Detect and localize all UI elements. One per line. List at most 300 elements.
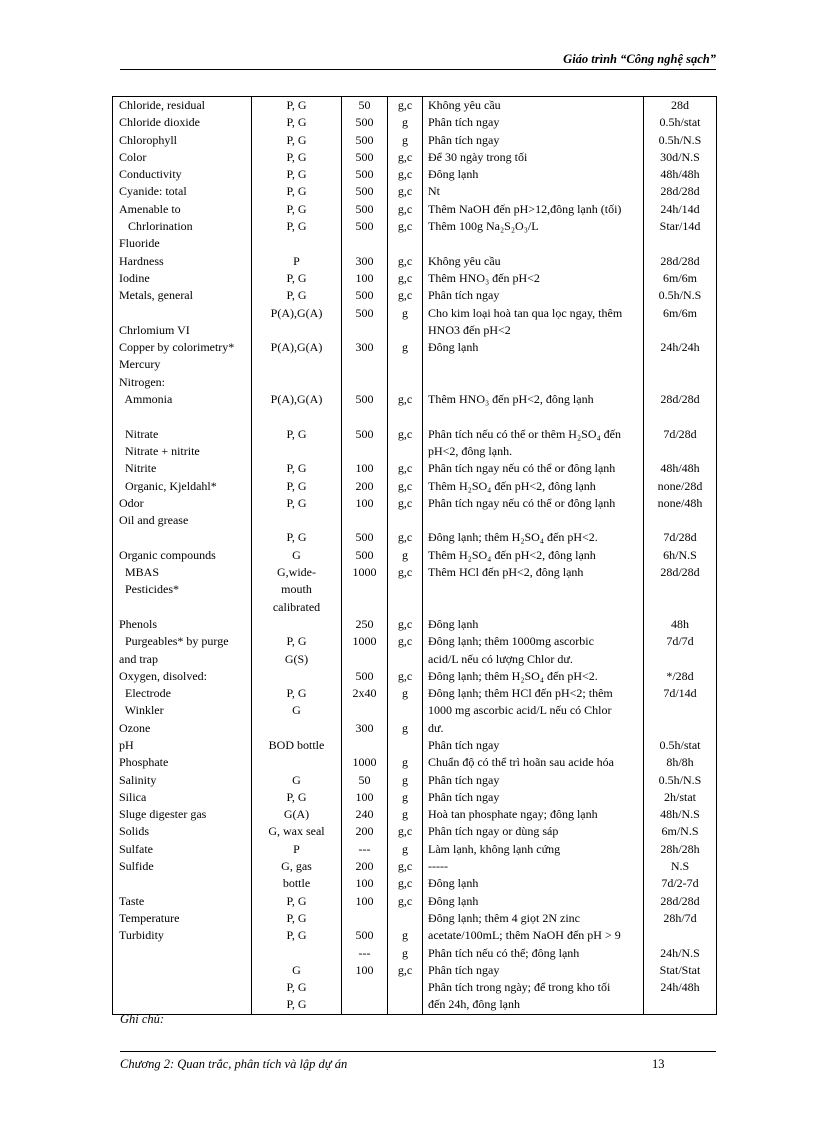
table-cell: P, G: [252, 996, 342, 1014]
table-cell: P, G: [252, 495, 342, 512]
table-cell: Phân tích ngay: [423, 132, 644, 149]
table-cell: Cho kim loại hoà tan qua lọc ngay, thêm: [423, 305, 644, 322]
table-cell: P: [252, 841, 342, 858]
table-cell: Nt: [423, 183, 644, 200]
table-cell: bottle: [252, 875, 342, 892]
table-cell: [423, 512, 644, 529]
table-cell: dư.: [423, 720, 644, 737]
table-cell: g: [388, 132, 423, 149]
table-cell: Đông lạnh; thêm HCl đến pH<2; thêm: [423, 685, 644, 702]
table-cell: 48h: [644, 616, 717, 633]
table-cell: G,wide-: [252, 564, 342, 581]
table-cell: [252, 374, 342, 391]
table-cell: Đông lạnh: [423, 339, 644, 356]
table-row: [113, 754, 717, 771]
table-cell: P, G: [252, 270, 342, 287]
table-cell: g,c: [388, 253, 423, 270]
table-cell: G: [252, 962, 342, 979]
table-cell: [342, 322, 388, 339]
table-cell: [252, 322, 342, 339]
table-row: [113, 789, 717, 806]
table-cell: [342, 443, 388, 460]
table-cell: g: [388, 754, 423, 771]
table-cell: P, G: [252, 114, 342, 131]
table-cell: Nitrate: [113, 426, 252, 443]
table-cell: acetate/100mL; thêm NaOH đến pH > 9: [423, 927, 644, 944]
table-cell: 7d/7d: [644, 633, 717, 650]
table-cell: g,c: [388, 564, 423, 581]
table-cell: g,c: [388, 149, 423, 166]
table-cell: Solids: [113, 823, 252, 840]
table-cell: Chrlorination: [113, 218, 252, 235]
table-cell: [388, 443, 423, 460]
table-cell: Phosphate: [113, 754, 252, 771]
table-cell: [342, 702, 388, 719]
table-cell: 100: [342, 270, 388, 287]
table-cell: 7d/14d: [644, 685, 717, 702]
table-cell: 500: [342, 391, 388, 408]
table-cell: 7d/28d: [644, 529, 717, 546]
table-cell: Chlorophyll: [113, 132, 252, 149]
table-cell: g: [388, 339, 423, 356]
table-cell: Sluge digester gas: [113, 806, 252, 823]
table-row: [113, 858, 717, 875]
table-cell: [388, 979, 423, 996]
table-row: [113, 97, 717, 115]
page-header-title: Giáo trình “Công nghệ sạch”: [563, 52, 716, 66]
table-cell: */28d: [644, 668, 717, 685]
table-cell: Fluoride: [113, 235, 252, 252]
table-row: [113, 996, 717, 1014]
table-cell: [342, 408, 388, 425]
table-cell: [423, 599, 644, 616]
table-cell: 500: [342, 426, 388, 443]
table-cell: G, gas: [252, 858, 342, 875]
table-cell: g: [388, 789, 423, 806]
table-cell: 100: [342, 495, 388, 512]
table-cell: Làm lạnh, không lạnh cứng: [423, 841, 644, 858]
table-cell: Sulfide: [113, 858, 252, 875]
table-row: [113, 547, 717, 564]
table-cell: g,c: [388, 426, 423, 443]
table-cell: P, G: [252, 529, 342, 546]
table-cell: Đông lạnh; thêm 4 giọt 2N zinc: [423, 910, 644, 927]
table-cell: g,c: [388, 287, 423, 304]
table-row: [113, 806, 717, 823]
table-cell: Hardness: [113, 253, 252, 270]
table-cell: Sulfate: [113, 841, 252, 858]
table-cell: 500: [342, 305, 388, 322]
table-cell: g,c: [388, 166, 423, 183]
table-cell: [342, 599, 388, 616]
table-cell: Để 30 ngày trong tối: [423, 149, 644, 166]
table-cell: Phân tích ngay: [423, 114, 644, 131]
table-cell: P(A),G(A): [252, 391, 342, 408]
table-cell: [252, 668, 342, 685]
table-cell: [342, 996, 388, 1014]
table-cell: 28d/28d: [644, 183, 717, 200]
table-cell: Đông lạnh: [423, 875, 644, 892]
table-cell: 500: [342, 149, 388, 166]
table-cell: g,c: [388, 218, 423, 235]
table-cell: Odor: [113, 495, 252, 512]
table-cell: g,c: [388, 97, 423, 115]
table-row: [113, 478, 717, 495]
table-cell: 200: [342, 478, 388, 495]
table-cell: 30d/N.S: [644, 149, 717, 166]
table-cell: Đông lạnh: [423, 166, 644, 183]
table-cell: 6m/N.S: [644, 823, 717, 840]
table-cell: Phân tích ngay nếu có thể or đông lạnh: [423, 460, 644, 477]
table-row: [113, 495, 717, 512]
table-cell: 500: [342, 287, 388, 304]
table-row: [113, 875, 717, 892]
table-cell: [113, 529, 252, 546]
table-cell: P, G: [252, 149, 342, 166]
table-row: [113, 910, 717, 927]
table-cell: 0.5h/N.S: [644, 132, 717, 149]
table-cell: Phân tích ngay: [423, 287, 644, 304]
table-cell: Thêm HCl đến pH<2, đông lạnh: [423, 564, 644, 581]
table-cell: Color: [113, 149, 252, 166]
table-cell: none/48h: [644, 495, 717, 512]
table-cell: P, G: [252, 132, 342, 149]
table-row: [113, 183, 717, 200]
table-cell: pH<2, đông lạnh.: [423, 443, 644, 460]
table-cell: Temperature: [113, 910, 252, 927]
table-cell: g: [388, 114, 423, 131]
table-cell: [423, 581, 644, 598]
table-cell: G(A): [252, 806, 342, 823]
table-cell: [342, 235, 388, 252]
table-row: [113, 460, 717, 477]
table-row: [113, 720, 717, 737]
table-cell: P, G: [252, 166, 342, 183]
table-cell: [644, 408, 717, 425]
table-cell: 500: [342, 183, 388, 200]
table-cell: [342, 651, 388, 668]
table-row: [113, 374, 717, 391]
table-cell: [113, 962, 252, 979]
table-cell: [644, 599, 717, 616]
table-cell: 500: [342, 132, 388, 149]
table-cell: g,c: [388, 616, 423, 633]
table-cell: 300: [342, 339, 388, 356]
table-cell: [423, 408, 644, 425]
table-cell: P, G: [252, 287, 342, 304]
table-cell: [252, 408, 342, 425]
table-cell: [113, 945, 252, 962]
table-cell: 100: [342, 460, 388, 477]
table-cell: Nitrite: [113, 460, 252, 477]
table-cell: ---: [342, 945, 388, 962]
table-cell: 1000: [342, 754, 388, 771]
table-cell: 48h/48h: [644, 460, 717, 477]
table-cell: P, G: [252, 97, 342, 115]
table-row: [113, 287, 717, 304]
table-cell: 28d/28d: [644, 391, 717, 408]
table-cell: g: [388, 945, 423, 962]
table-cell: [252, 235, 342, 252]
table-row: [113, 737, 717, 754]
table-cell: 50: [342, 97, 388, 115]
table-cell: 24h/24h: [644, 339, 717, 356]
table-cell: 300: [342, 253, 388, 270]
page-number: 13: [652, 1057, 665, 1071]
table-cell: g: [388, 806, 423, 823]
table-cell: g: [388, 305, 423, 322]
table-cell: 500: [342, 166, 388, 183]
table-cell: [113, 875, 252, 892]
table-cell: Cyanide: total: [113, 183, 252, 200]
table-cell: Oxygen, disolved:: [113, 668, 252, 685]
table-cell: g,c: [388, 478, 423, 495]
table-cell: [644, 720, 717, 737]
table-cell: [388, 512, 423, 529]
table-cell: Chrlomium VI: [113, 322, 252, 339]
table-row: [113, 616, 717, 633]
table-cell: Thêm H₂SO₄ đến pH<2, đông lạnh: [423, 478, 644, 495]
table-cell: Phenols: [113, 616, 252, 633]
table-cell: 7d/2-7d: [644, 875, 717, 892]
table-cell: [113, 979, 252, 996]
table-cell: Iodine: [113, 270, 252, 287]
table-cell: none/28d: [644, 478, 717, 495]
table-cell: Thêm 100g Na₂S₂O₃/L: [423, 218, 644, 235]
table-cell: Đông lạnh: [423, 616, 644, 633]
table-cell: Silica: [113, 789, 252, 806]
table-cell: g,c: [388, 633, 423, 650]
footer-rule: [120, 1051, 716, 1052]
table-cell: [388, 374, 423, 391]
table-cell: [388, 996, 423, 1014]
table-cell: MBAS: [113, 564, 252, 581]
table-cell: [644, 374, 717, 391]
header-rule: [120, 69, 716, 70]
table-row: [113, 685, 717, 702]
table-cell: Ammonia: [113, 391, 252, 408]
table-row: [113, 633, 717, 650]
table-cell: P(A),G(A): [252, 305, 342, 322]
table-cell: Purgeables* by purge: [113, 633, 252, 650]
table-cell: P, G: [252, 910, 342, 927]
table-cell: [644, 651, 717, 668]
table-cell: g,c: [388, 893, 423, 910]
table-row: [113, 702, 717, 719]
table-row: [113, 235, 717, 252]
table-cell: Phân tích ngay: [423, 789, 644, 806]
table-cell: [252, 512, 342, 529]
table-row: [113, 668, 717, 685]
table-cell: [644, 702, 717, 719]
table-cell: 8h/8h: [644, 754, 717, 771]
table-row: [113, 823, 717, 840]
table-cell: G: [252, 702, 342, 719]
table-cell: g,c: [388, 668, 423, 685]
table-cell: g,c: [388, 460, 423, 477]
table-cell: [388, 581, 423, 598]
table-cell: [342, 581, 388, 598]
table-cell: g: [388, 841, 423, 858]
table-cell: [423, 374, 644, 391]
table-cell: Phân tích ngay: [423, 962, 644, 979]
table-cell: Electrode: [113, 685, 252, 702]
table-cell: Chloride, residual: [113, 97, 252, 115]
table-row: [113, 529, 717, 546]
table-cell: Thêm H₂SO₄ đến pH<2, đông lạnh: [423, 547, 644, 564]
table-cell: and trap: [113, 651, 252, 668]
table-row: [113, 564, 717, 581]
table-cell: 500: [342, 547, 388, 564]
table-cell: g,c: [388, 201, 423, 218]
table-cell: P, G: [252, 478, 342, 495]
table-cell: [644, 322, 717, 339]
table-cell: 28h/7d: [644, 910, 717, 927]
table-cell: [388, 910, 423, 927]
table-cell: [342, 512, 388, 529]
table-cell: P, G: [252, 979, 342, 996]
table-cell: g,c: [388, 495, 423, 512]
table-cell: G(S): [252, 651, 342, 668]
table-cell: Hoà tan phosphate ngay; đông lạnh: [423, 806, 644, 823]
table-cell: mouth: [252, 581, 342, 598]
table-cell: G: [252, 772, 342, 789]
table-row: [113, 270, 717, 287]
table-cell: Pesticides*: [113, 581, 252, 598]
table-cell: Turbidity: [113, 927, 252, 944]
table-cell: g,c: [388, 391, 423, 408]
table-row: [113, 979, 717, 996]
table-row: [113, 841, 717, 858]
table-cell: Phân tích ngay nếu có thể or đông lạnh: [423, 495, 644, 512]
table-cell: P: [252, 253, 342, 270]
table-cell: Salinity: [113, 772, 252, 789]
table-cell: 500: [342, 529, 388, 546]
table-cell: g: [388, 547, 423, 564]
table-row: [113, 166, 717, 183]
table-cell: đến 24h, đông lạnh: [423, 996, 644, 1014]
table-cell: g,c: [388, 823, 423, 840]
table-cell: ---: [342, 841, 388, 858]
table-row: [113, 305, 717, 322]
table-cell: Winkler: [113, 702, 252, 719]
table-cell: 0.5h/N.S: [644, 772, 717, 789]
table-cell: P, G: [252, 893, 342, 910]
table-cell: [252, 945, 342, 962]
table-cell: Thêm HNO₃ đến pH<2: [423, 270, 644, 287]
table-cell: Phân tích nếu có thể; đông lạnh: [423, 945, 644, 962]
table-cell: [113, 305, 252, 322]
table-cell: [113, 599, 252, 616]
table-row: [113, 322, 717, 339]
table-row: [113, 201, 717, 218]
table-cell: 500: [342, 927, 388, 944]
table-cell: [252, 754, 342, 771]
table-cell: P, G: [252, 927, 342, 944]
table-cell: 28h/28h: [644, 841, 717, 858]
table-row: [113, 356, 717, 373]
table-cell: P, G: [252, 789, 342, 806]
table-cell: [388, 737, 423, 754]
table-cell: g: [388, 685, 423, 702]
table-cell: 240: [342, 806, 388, 823]
sampling-table: [112, 96, 717, 1015]
table-cell: [252, 356, 342, 373]
table-cell: G, wax seal: [252, 823, 342, 840]
table-cell: Oil and grease: [113, 512, 252, 529]
table-row: [113, 651, 717, 668]
table-cell: 200: [342, 823, 388, 840]
table-cell: [388, 408, 423, 425]
table-row: [113, 927, 717, 944]
table-cell: calibrated: [252, 599, 342, 616]
table-cell: [388, 599, 423, 616]
table-row: [113, 253, 717, 270]
table-cell: Phân tích nếu có thể or thêm H₂SO₄ đến: [423, 426, 644, 443]
table-cell: 28d/28d: [644, 253, 717, 270]
table-row: [113, 218, 717, 235]
table-cell: Star/14d: [644, 218, 717, 235]
table-cell: 0.5h/N.S: [644, 287, 717, 304]
table-cell: -----: [423, 858, 644, 875]
table-cell: Nitrate + nitrite: [113, 443, 252, 460]
table-cell: Đông lạnh: [423, 893, 644, 910]
table-row: [113, 443, 717, 460]
table-cell: Phân tích ngay: [423, 737, 644, 754]
table-cell: Amenable to: [113, 201, 252, 218]
table-cell: Taste: [113, 893, 252, 910]
table-cell: 200: [342, 858, 388, 875]
table-cell: N.S: [644, 858, 717, 875]
table-row: [113, 512, 717, 529]
table-cell: [423, 235, 644, 252]
table-row: [113, 408, 717, 425]
table-cell: Đông lạnh; thêm H₂SO₄ đến pH<2.: [423, 529, 644, 546]
table-row: [113, 149, 717, 166]
table-cell: 24h/N.S: [644, 945, 717, 962]
table-cell: 1000: [342, 633, 388, 650]
table-cell: g,c: [388, 183, 423, 200]
table-row: [113, 893, 717, 910]
table-cell: 500: [342, 218, 388, 235]
table-cell: 100: [342, 875, 388, 892]
table-cell: g: [388, 720, 423, 737]
table-cell: g,c: [388, 962, 423, 979]
footer-chapter: Chương 2: Quan trắc, phân tích và lập dự án: [120, 1057, 348, 1071]
table-cell: P, G: [252, 218, 342, 235]
table-cell: Metals, general: [113, 287, 252, 304]
table-cell: 100: [342, 789, 388, 806]
table-cell: 0.5h/stat: [644, 114, 717, 131]
table-cell: 24h/14d: [644, 201, 717, 218]
table-cell: [644, 927, 717, 944]
table-cell: 24h/48h: [644, 979, 717, 996]
table-cell: Chuẩn độ có thể trì hoãn sau acide hóa: [423, 754, 644, 771]
table-cell: 500: [342, 668, 388, 685]
table-row: [113, 132, 717, 149]
table-cell: 100: [342, 962, 388, 979]
table-cell: [342, 910, 388, 927]
table-cell: P(A),G(A): [252, 339, 342, 356]
table-cell: g,c: [388, 858, 423, 875]
table-cell: pH: [113, 737, 252, 754]
table-cell: 250: [342, 616, 388, 633]
table-cell: Thêm HNO₃ đến pH<2, đông lạnh: [423, 391, 644, 408]
table-row: [113, 599, 717, 616]
table-cell: G: [252, 547, 342, 564]
table-cell: Nitrogen:: [113, 374, 252, 391]
table-row: [113, 772, 717, 789]
